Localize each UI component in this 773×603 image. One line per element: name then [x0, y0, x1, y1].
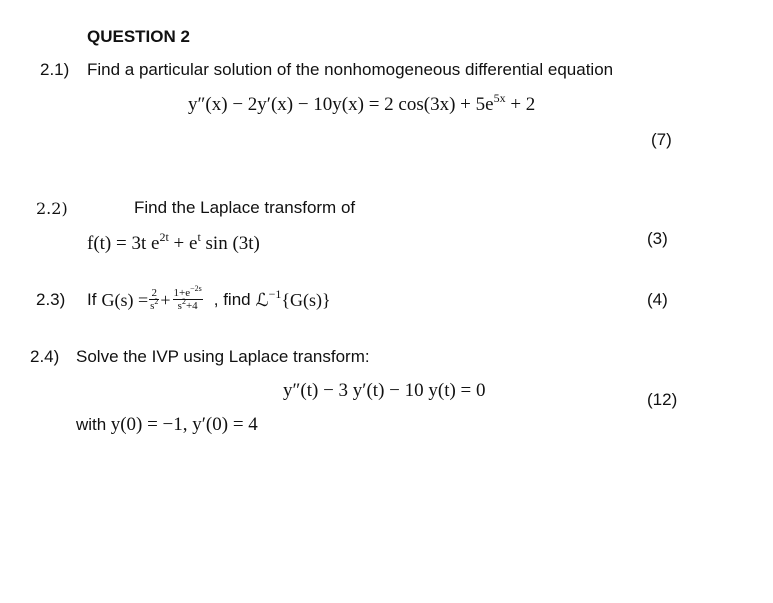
q3-expression [87, 280, 331, 320]
q1-marks: (7) [651, 130, 672, 149]
q3-frac2 [173, 284, 203, 312]
q4-with: with [76, 415, 107, 434]
q2-text: Find the Laplace transform of [134, 198, 356, 217]
q2-eq-b: + e [168, 233, 198, 254]
q2-marks: (3) [647, 229, 668, 248]
q4-conditions: y(0) = −1, y′(0) = 4 [110, 414, 258, 435]
q3-find: , find [213, 290, 251, 309]
q4-text: Solve the IVP using Laplace transform: [76, 347, 370, 366]
q2-eq-exp2: t [197, 230, 201, 244]
q1-eq-lhs: y″(x) − 2y′(x) − 10y(x) = 2 cos(3x) + 5e [188, 94, 494, 115]
q3-frac1-num: 2 [151, 287, 157, 299]
q3-inv-tail: {G(s)} [281, 289, 331, 310]
q3-frac2-den-exp: 2 [181, 297, 186, 306]
q3-plus: + [160, 289, 171, 310]
q4-equation: y″(t) − 3 y′(t) − 10 y(t) = 0 [283, 380, 486, 401]
question-title: QUESTION 2 [87, 27, 190, 46]
q3-frac1-den-exp: 2 [154, 297, 159, 306]
q3-g-lhs: G(s) = [101, 289, 149, 310]
q3-frac2-den-tail: +4 [185, 300, 198, 312]
q2-number: 2.2) [36, 199, 68, 218]
q3-if: If [87, 290, 97, 309]
q4-conditions-line [76, 414, 258, 436]
q3-frac2-num-exp: −2s [190, 284, 202, 293]
q3-frac1-den: s [150, 300, 155, 312]
q3-marks: (4) [647, 290, 668, 309]
q2-equation [87, 230, 260, 255]
q3-inverse [255, 286, 331, 311]
q1-eq-exp: 5x [493, 91, 506, 105]
q4-number: 2.4) [30, 347, 60, 366]
q3-frac2-num: 1+e [173, 287, 191, 299]
q3-inv-exp: −1 [268, 286, 282, 301]
q3-frac1 [149, 288, 159, 312]
q2-eq-c: sin (3t) [200, 233, 260, 254]
q1-equation [188, 91, 536, 116]
q3-frac2-den: s [177, 300, 182, 312]
q1-text: Find a particular solution of the nonhomogeneous differential equation [87, 60, 614, 79]
q1-eq-tail: + 2 [505, 94, 536, 115]
q4-marks: (12) [647, 390, 678, 409]
q3-inv-symbol: ℒ [255, 289, 269, 310]
q2-eq-exp1: 2t [159, 230, 169, 244]
q1-number: 2.1) [40, 60, 70, 79]
q3-number: 2.3) [36, 290, 66, 309]
q2-eq-a: f(t) = 3t e [87, 233, 160, 254]
